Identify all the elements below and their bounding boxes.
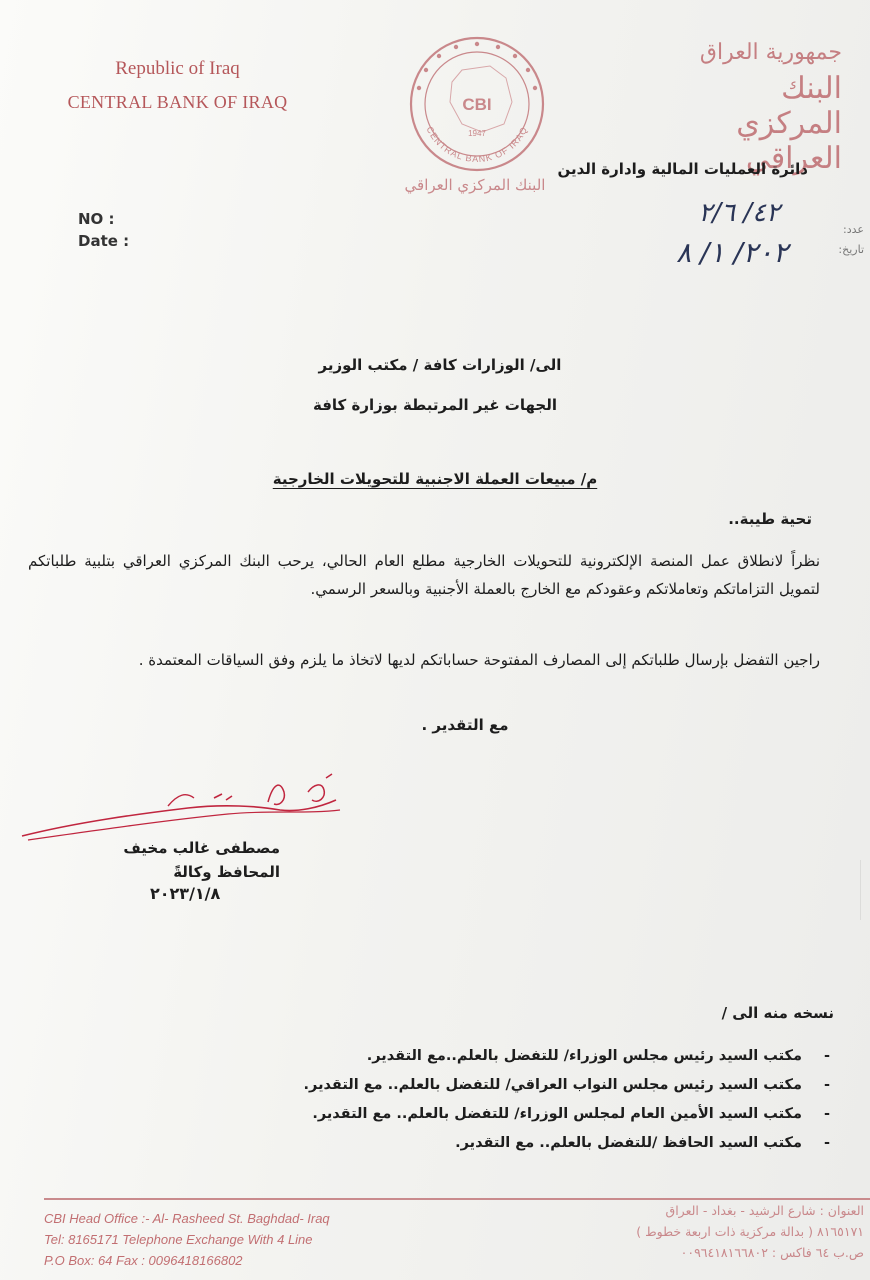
addressee-line-1: الى/ الوزارات كافة / مكتب الوزير — [318, 356, 562, 374]
footer-arabic-telephone: ٨١٦٥١٧١ ( بدالة مركزية ذات اربعة خطوط ) — [636, 1224, 864, 1239]
subject-line — [0, 470, 870, 488]
handwritten-reference-date: ٢٠٢/ ١/ ٨ — [676, 236, 788, 269]
department-name: دائرة العمليات المالية وادارة الدين — [557, 160, 808, 178]
signatory-name: مصطفى غالب مخيف — [123, 839, 280, 857]
footer-telephone: Tel: 8165171 Telephone Exchange With 4 Line — [44, 1232, 313, 1247]
closing-regards: مع التقدير . — [421, 716, 509, 734]
reference-labels — [78, 208, 129, 252]
letterhead-english — [0, 58, 355, 113]
letterhead-republic: Republic of Iraq — [115, 58, 240, 79]
copies-list-item: - مكتب السيد الأمين العام لمجلس الوزراء/ للتفضل بالعلم.. مع التقدير. — [304, 1100, 830, 1129]
cbi-seal-logo — [402, 32, 552, 182]
signature-date: ٢٠٢٣/١/٨ — [150, 884, 221, 903]
letterhead-arabic-republic: جمهورية العراق — [699, 40, 842, 65]
seal-ring-text: CENTRAL BANK OF IRAQ — [424, 124, 530, 165]
greeting: تحية طيبة.. — [728, 510, 812, 528]
body-paragraph-2: راجين التفضل بإرسال طلباتكم إلى المصارف المفتوحة حساباتكم لديها لاتخاذ ما يلزم وفق السياقات المعتمدة . — [138, 651, 820, 669]
copies-list-item: - مكتب السيد رئيس مجلس الوزراء/ للتفضل بالعلم..مع التقدير. — [304, 1042, 830, 1071]
seal-center-text: CBI — [462, 95, 492, 114]
footer-english — [44, 1208, 330, 1271]
date-label: Date : — [78, 232, 130, 250]
footer-arabic — [594, 1200, 864, 1263]
no-label: NO : — [78, 210, 115, 228]
footer-po-box-fax: P.O Box: 64 Fax : 0096418166802 — [44, 1253, 243, 1268]
arabic-reference-labels — [838, 220, 864, 260]
addressee-line-2: الجهات غير المرتبطة بوزارة كافة — [313, 396, 557, 414]
body-paragraph-1: نظراً لانطلاق عمل المنصة الإلكترونية للتحويلات الخارجية مطلع العام الحالي، يرحب البنك المركزي العراقي بتلبية طلباتكم لتمويل التزاماتكم وتعاملاتكم وعقودكم مع الخارج بالعملة الأجنبية وبالسعر الرسمي. — [28, 552, 820, 598]
handwritten-reference-number: ٤٢/ ٢/٦ — [698, 198, 780, 228]
letterhead-arabic — [667, 40, 842, 176]
seal-arabic-caption: البنك المركزي العراقي — [404, 176, 546, 194]
letterhead-bank-name: CENTRAL BANK OF IRAQ — [67, 92, 288, 112]
footer-address: CBI Head Office :- Al- Rasheed St. Baghdad- Iraq — [44, 1211, 330, 1226]
footer-arabic-fax: ص.ب ٦٤ فاكس : ٠٠٩٦٤١٨١٦٦٨٠٢ — [680, 1245, 864, 1260]
signatory-title: المحافظ وكالةً — [173, 863, 280, 881]
seal-year: 1947 — [468, 129, 486, 138]
copies-list-item: - مكتب السيد الحافظ /للتفضل بالعلم.. مع التقدير. — [304, 1129, 830, 1158]
arabic-date-label: تاريخ: — [838, 243, 864, 256]
copies-list — [304, 1042, 830, 1158]
signatory-block — [80, 836, 280, 884]
copies-title: نسخه منه الى / — [721, 1004, 834, 1022]
subject-text: م/ مبيعات العملة الاجنبية للتحويلات الخارجية — [272, 470, 598, 488]
copies-list-item: - مكتب السيد رئيس مجلس النواب العراقي/ للتفضل بالعلم.. مع التقدير. — [304, 1071, 830, 1100]
footer-arabic-address: العنوان : شارع الرشيد - بغداد - العراق — [665, 1203, 864, 1218]
arabic-no-label: عدد: — [843, 223, 864, 236]
letterhead-arabic-bank: البنك المركزي العراقي — [736, 71, 842, 176]
